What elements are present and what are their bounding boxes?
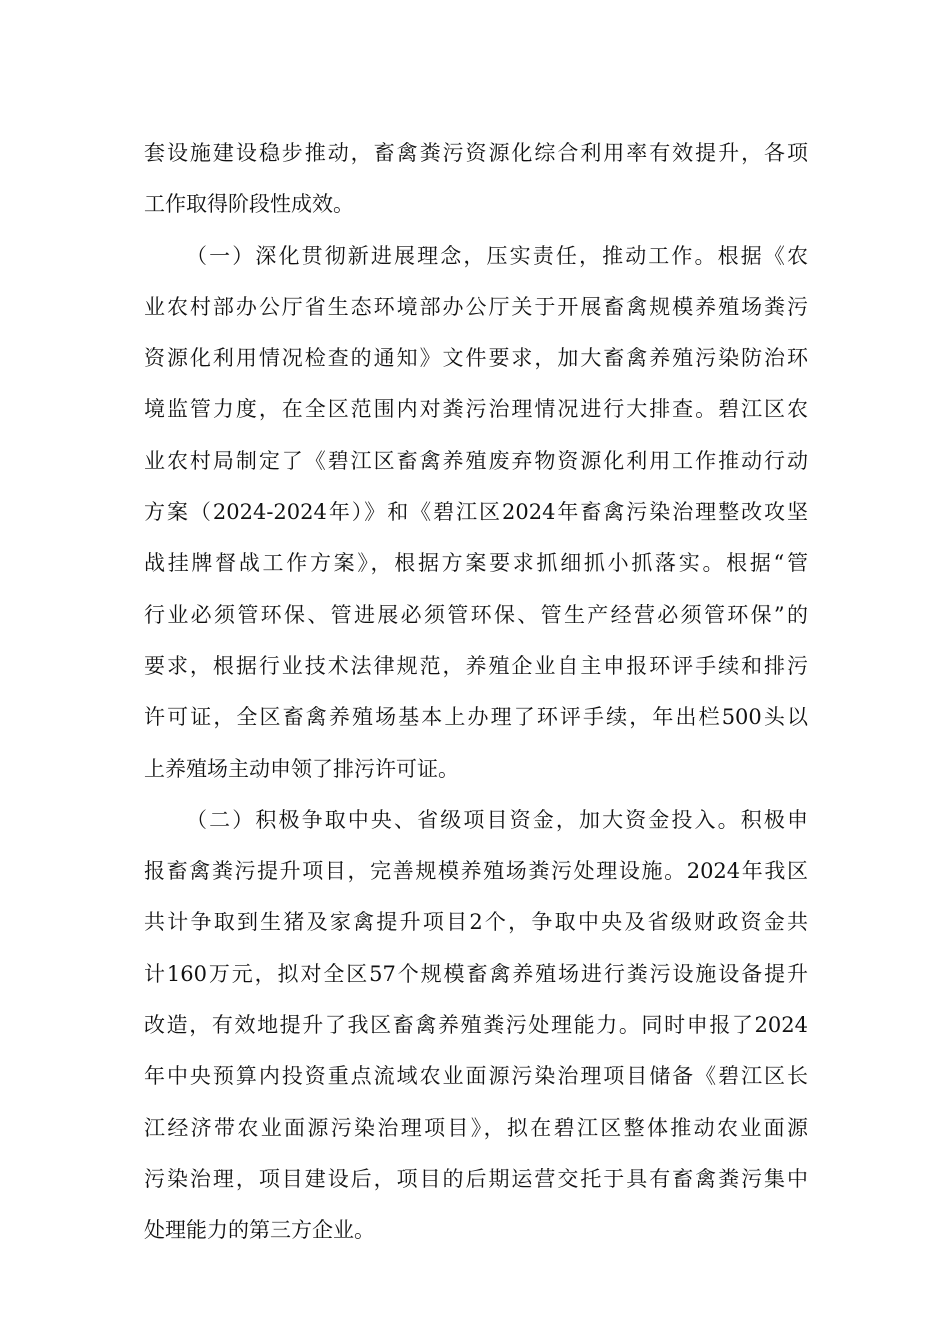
text-line: 计160万元，拟对全区57个规模畜禽养殖场进行粪污设施设备提升 [144, 961, 808, 986]
text-line: 江经济带农业面源污染治理项目》，拟在碧江区整体推动农业面源 [144, 1115, 808, 1140]
text-line: 许可证，全区畜禽养殖场基本上办理了环评手续，年出栏500头以 [144, 705, 808, 730]
text-line: 工作取得阶段性成效。 [144, 192, 354, 217]
text-line: 资源化利用情况检查的通知》文件要求，加大畜禽养殖污染防治环 [144, 346, 808, 371]
text-line: 业农村局制定了《碧江区畜禽养殖废弃物资源化利用工作推动行动 [144, 448, 808, 473]
text-line: 方案（2024-2024年）》和《碧江区2024年畜禽污染治理整改攻坚 [144, 500, 808, 525]
text-line: 处理能力的第三方企业。 [144, 1218, 375, 1243]
text-line: 战挂牌督战工作方案》，根据方案要求抓细抓小抓落实。根据“管 [144, 551, 808, 576]
text-line: 套设施建设稳步推动，畜禽粪污资源化综合利用率有效提升，各项 [144, 141, 808, 165]
section-heading-line: （二）积极争取中央、省级项目资金，加大资金投入。积极申 [186, 807, 808, 832]
text-line: 境监管力度，在全区范围内对粪污治理情况进行大排查。碧江区农 [144, 397, 808, 422]
text-line: 污染治理，项目建设后，项目的后期运营交托于具有畜禽粪污集中 [144, 1166, 808, 1191]
text-line: 改造，有效地提升了我区畜禽养殖粪污处理能力。同时申报了2024 [144, 1013, 808, 1038]
body-text [144, 128, 808, 1257]
text-line: 报畜禽粪污提升项目，完善规模养殖场粪污处理设施。2024年我区 [144, 859, 808, 884]
text-line: 上养殖场主动申领了排污许可证。 [144, 756, 459, 781]
section-heading-line: （一）深化贯彻新进展理念，压实责任，推动工作。根据《农 [186, 243, 808, 268]
text-line: 年中央预算内投资重点流域农业面源污染治理项目储备《碧江区长 [144, 1064, 808, 1089]
text-line: 共计争取到生猪及家禽提升项目2个，争取中央及省级财政资金共 [144, 910, 808, 935]
text-line: 要求，根据行业技术法律规范，养殖企业自主申报环评手续和排污 [144, 653, 808, 678]
text-line: 行业必须管环保、管进展必须管环保、管生产经营必须管环保”的 [144, 602, 808, 627]
text-line: 业农村部办公厅省生态环境部办公厅关于开展畜禽规模养殖场粪污 [144, 294, 808, 319]
